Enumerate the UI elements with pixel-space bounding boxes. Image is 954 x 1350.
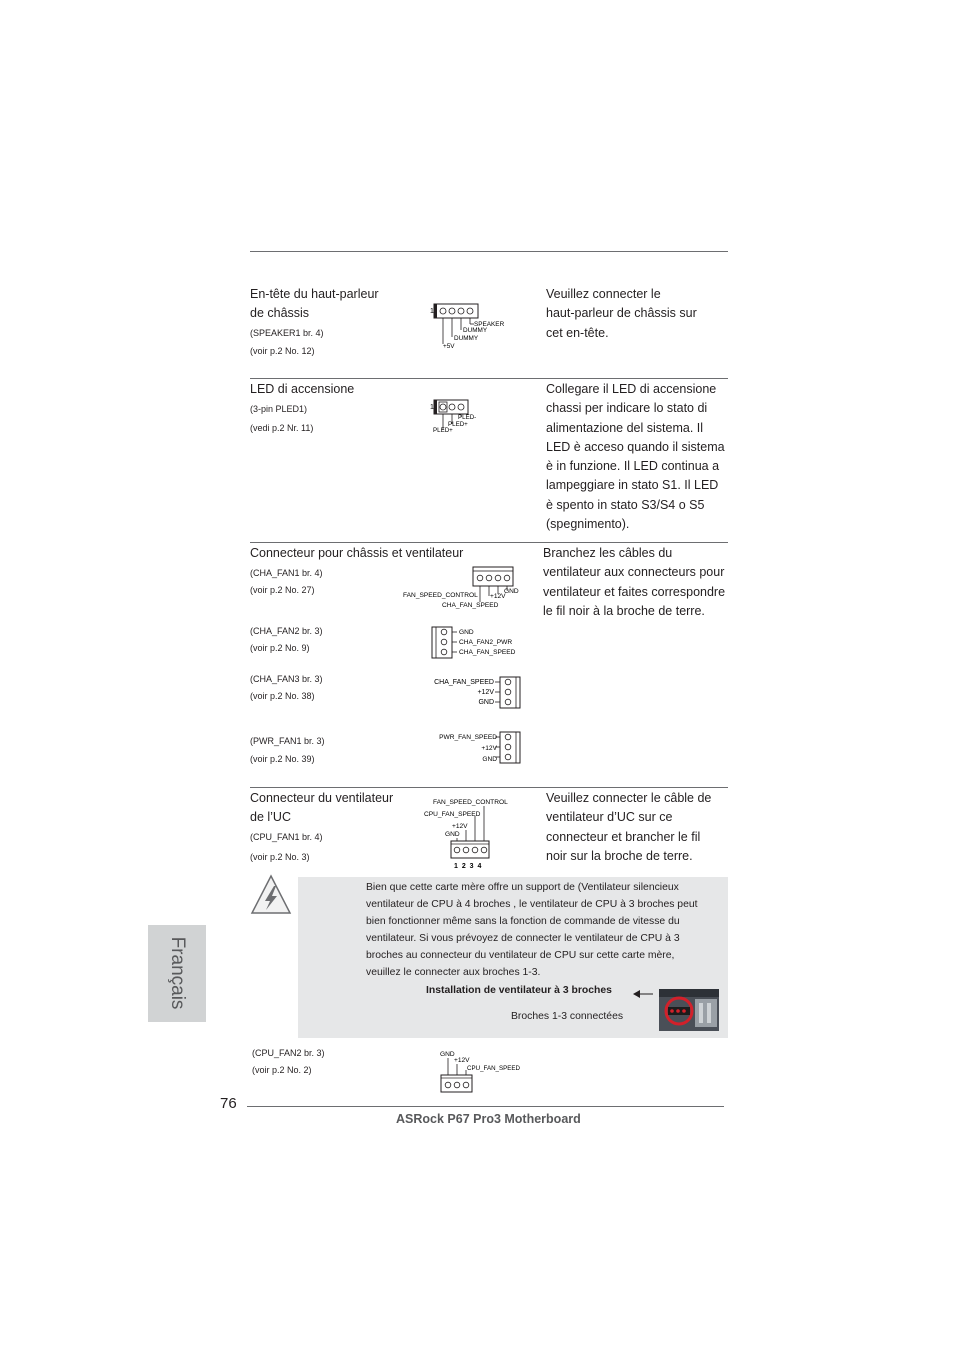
- cpu-fan2-speed: CPU_FAN_SPEED: [467, 1065, 520, 1072]
- cha-fan3-sub1: (CHA_FAN3 br. 3): [250, 674, 323, 684]
- speaker-label-dummy1: DUMMY: [463, 327, 488, 334]
- cha-fan3-gnd: GND: [478, 699, 494, 706]
- fan-install-photo: [659, 989, 719, 1031]
- speaker-description: Veuillez connecter le haut-parleur de châssis sur cet en-tête.: [546, 287, 697, 340]
- top-rule: [250, 251, 728, 252]
- cpu-fan-speed: CPU_FAN_SPEED: [424, 811, 481, 818]
- cha-fan1-speed: CHA_FAN_SPEED: [442, 602, 499, 609]
- note-text: Bien que cette carte mère offre un support de (Ventilateur silencieux ventilateur de CPU à 4 broches , le ventilateur de CPU à 3 broches peut bien fonctionner même sans la fonction de commande de vitesse du ventilateur. Si vous prévoyez de connecter le ventilateur de CPU à 3 broches au connecteur du ventilateur de CPU sur cette carte mère, veuillez le connecter aux broches 1-3.: [366, 882, 698, 978]
- pled-label-plus2: PLED+: [433, 427, 453, 434]
- pwr-fan1-sub2: (voir p.2 No. 39): [250, 754, 315, 764]
- speaker-label-dummy2: DUMMY: [454, 335, 479, 342]
- pwr-fan1-speed: PWR_FAN_SPEED: [439, 734, 497, 741]
- cha-fan2-speed: CHA_FAN_SPEED: [459, 649, 516, 656]
- cha-fan1-12v: +12V: [490, 593, 506, 600]
- pled-pin1-label: 1: [430, 404, 434, 411]
- speaker-sub1: (SPEAKER1 br. 4): [250, 328, 324, 338]
- warning-icon: [250, 874, 292, 916]
- pled-description: Collegare il LED di accensione chassi per indicare lo stato di alimentazione del sistema. Il LED è acceso quando il sistema è in funzione. Il LED continua a lampeggiare in stato S1. Il LED è spento in stato S3/S4 o S5 (spegnimento).: [546, 382, 725, 532]
- cpu-fan-gnd: GND: [445, 831, 460, 838]
- cha-fan2-sub2: (voir p.2 No. 9): [250, 643, 310, 653]
- side-tab: [148, 925, 206, 1022]
- page-number: 76: [220, 1095, 237, 1112]
- section-divider: [250, 542, 728, 543]
- pwr-fan1-sub1: (PWR_FAN1 br. 3): [250, 736, 325, 746]
- cpu-fan-sub1: (CPU_FAN1 br. 4): [250, 832, 323, 842]
- pled-label-plus1: PLED+: [448, 421, 468, 428]
- speaker-sub2: (voir p.2 No. 12): [250, 346, 315, 356]
- cha-fan1-gnd: GND: [504, 588, 519, 595]
- cpu-fan-speed-control: FAN_SPEED_CONTROL: [433, 799, 508, 806]
- arrow-left-icon: [632, 987, 654, 999]
- pwr-fan1-12v: +12V: [481, 745, 497, 752]
- speaker-header-diagram: [428, 300, 528, 352]
- cha-fan2-diagram: [430, 626, 530, 660]
- cpu-fan-description: Veuillez connecter le câble de ventilateur d’UC sur ce connecteur et brancher le fil noir sur la broche de terre.: [546, 791, 712, 863]
- cha-fan3-diagram: [434, 676, 526, 710]
- pwr-fan1-diagram: [434, 731, 526, 765]
- cpu-fan2-sub2: (voir p.2 No. 2): [252, 1065, 312, 1075]
- cpu-fan-sub2: (voir p.2 No. 3): [250, 852, 310, 862]
- footer-product: ASRock P67 Pro3 Motherboard: [396, 1112, 581, 1126]
- cpu-fan2-gnd: GND: [440, 1051, 455, 1058]
- cpu-fan-12v: +12V: [452, 823, 468, 830]
- side-tab-label: Français: [167, 936, 188, 1010]
- install-caption: Broches 1-3 connectées: [511, 1011, 624, 1022]
- cha-fan3-speed: CHA_FAN_SPEED: [434, 679, 494, 686]
- speaker-title: En-tête du haut-parleur de châssis: [250, 287, 379, 321]
- cpu-fan-diagram: [420, 794, 520, 872]
- cha-fan1-sub1: (CHA_FAN1 br. 4): [250, 568, 323, 578]
- pled-title: LED di accensione: [250, 382, 355, 396]
- cpu-fan-pin-numbers: 1 2 3 4: [454, 863, 483, 870]
- cpu-fan2-sub1: (CPU_FAN2 br. 3): [252, 1048, 325, 1058]
- cpu-fan2-diagram: [436, 1048, 536, 1096]
- pwr-fan1-gnd: GND: [482, 756, 497, 763]
- speaker-label-speaker: SPEAKER: [474, 321, 505, 328]
- pled-label-minus: PLED-: [458, 414, 477, 421]
- pled-sub1: (3-pin PLED1): [250, 404, 308, 414]
- cha-fan2-sub1: (CHA_FAN2 br. 3): [250, 626, 323, 636]
- footer-rule: [247, 1106, 724, 1107]
- cha-fan3-12v: +12V: [477, 689, 494, 696]
- chassis-fan-description: Branchez les câbles du ventilateur aux connecteurs pour ventilateur et faites correspondre le fil noir à la broche de terre.: [543, 546, 726, 618]
- speaker-pin1-label: 1: [430, 308, 434, 315]
- chassis-fan-title: Connecteur pour châssis et ventilateur: [250, 546, 464, 560]
- speaker-label-5v: +5V: [443, 343, 455, 350]
- cha-fan1-sub2: (voir p.2 No. 27): [250, 585, 315, 595]
- cha-fan2-gnd: GND: [459, 629, 474, 636]
- cpu-fan2-12v: +12V: [454, 1057, 470, 1064]
- section-divider: [250, 787, 728, 788]
- cha-fan3-sub2: (voir p.2 No. 38): [250, 691, 315, 701]
- cha-fan1-diagram: [400, 564, 530, 612]
- cha-fan1-speed-control: FAN_SPEED_CONTROL: [403, 592, 478, 599]
- install-title: Installation de ventilateur à 3 broches: [426, 985, 612, 996]
- cha-fan2-pwr: CHA_FAN2_PWR: [459, 639, 513, 646]
- pled-header-diagram: [428, 396, 488, 436]
- pled-sub2: (vedi p.2 Nr. 11): [250, 423, 314, 433]
- section-divider: [250, 378, 728, 379]
- cpu-fan-title: Connecteur du ventilateur de l’UC: [250, 791, 394, 825]
